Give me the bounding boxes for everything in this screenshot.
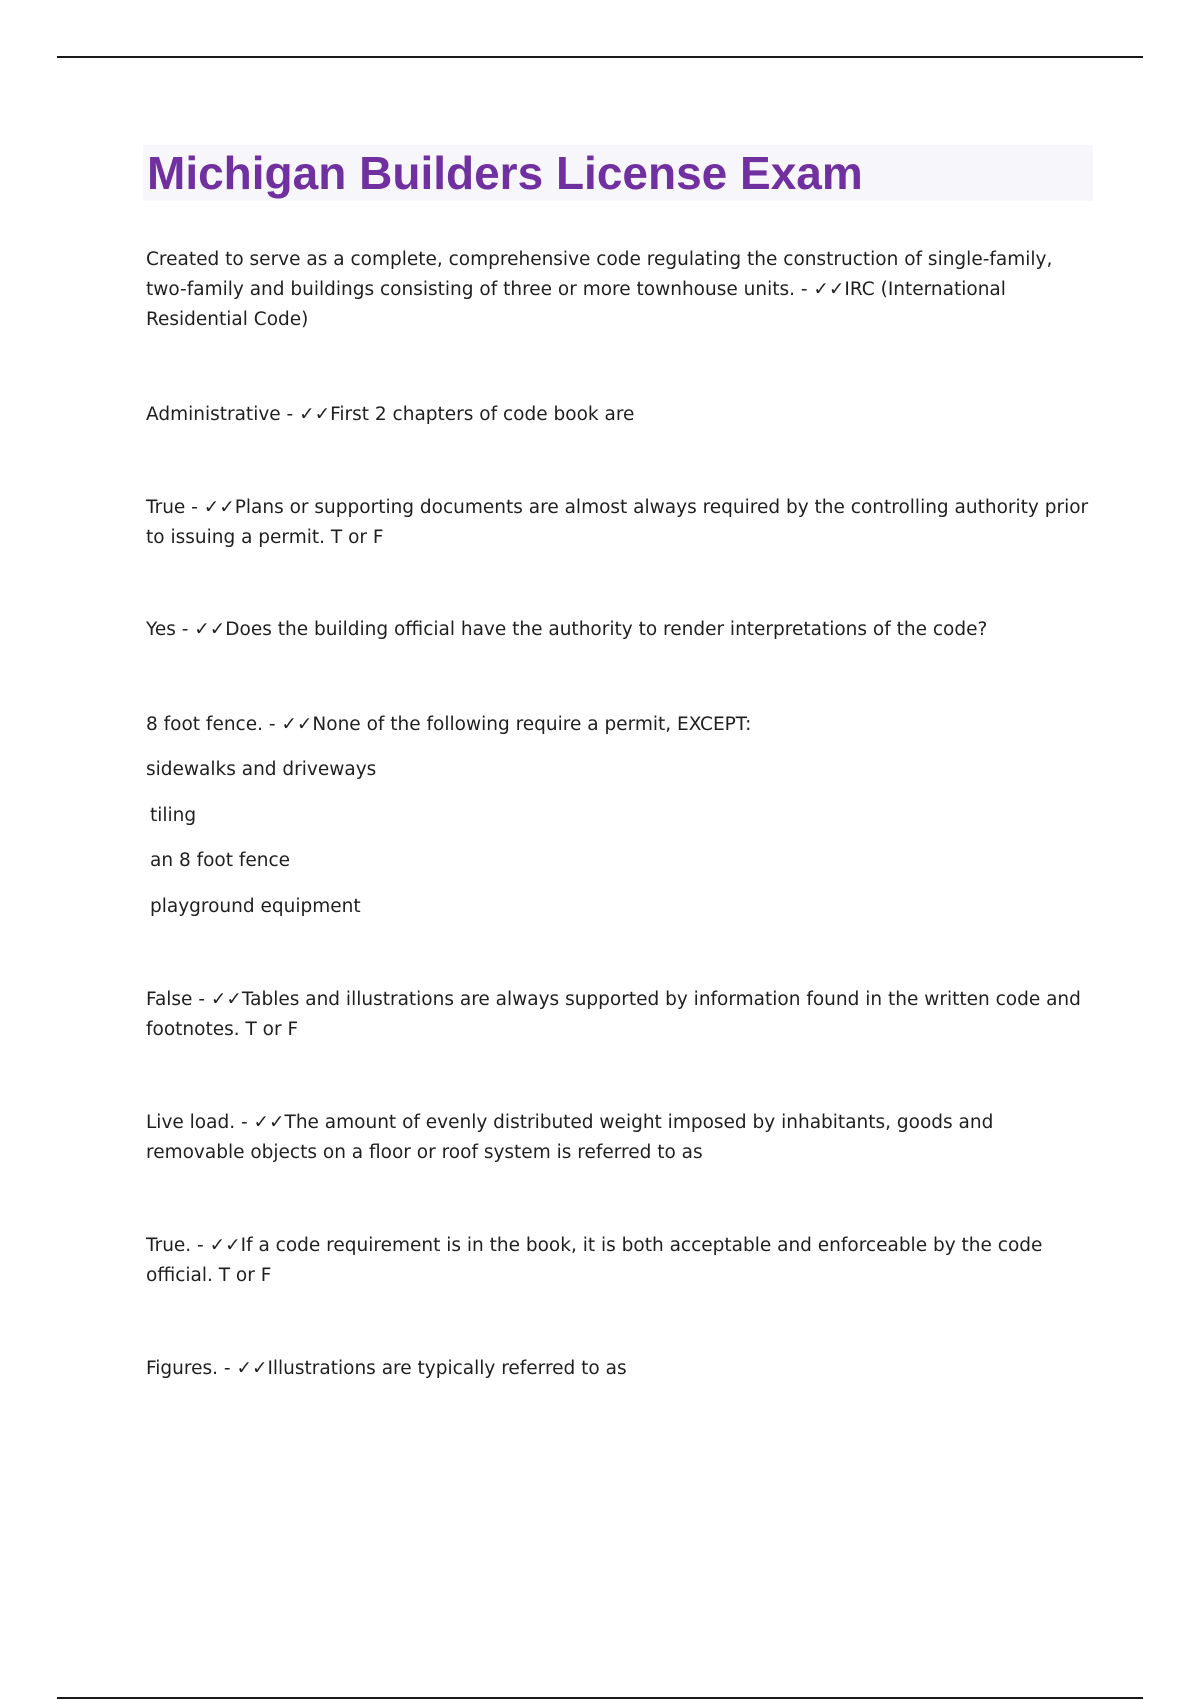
flashcard-2: Administrative - ✓✓First 2 chapters of code book are xyxy=(146,404,635,425)
flashcard-9: Figures. - ✓✓Illustrations are typically referred to as xyxy=(146,1358,627,1379)
option-item: sidewalks and driveways xyxy=(146,759,377,780)
page-title: Michigan Builders License Exam xyxy=(147,147,863,199)
option-item: an 8 foot fence xyxy=(150,850,291,871)
footer-rule xyxy=(57,1697,1143,1699)
flashcard-7: Live load. - ✓✓The amount of evenly distributed weight imposed by inhabitants, goods and removable objects on a floor or roof system is referred to as xyxy=(146,1112,994,1163)
option-item: tiling xyxy=(150,805,197,826)
flashcard-6: False - ✓✓Tables and illustrations are always supported by information found in the written code and footnotes. T or F xyxy=(146,989,1081,1040)
flashcard-5: 8 foot fence. - ✓✓None of the following require a permit, EXCEPT: xyxy=(146,714,752,735)
flashcard-1: Created to serve as a complete, comprehensive code regulating the construction of single-family, two-family and buildings consisting of three or more townhouse units. - ✓✓IRC (International Residential Code) xyxy=(146,249,1053,330)
header-rule xyxy=(57,56,1143,58)
flashcard-4: Yes - ✓✓Does the building official have the authority to render interpretations of the code? xyxy=(146,619,988,640)
option-item: playground equipment xyxy=(150,896,361,917)
flashcard-8: True. - ✓✓If a code requirement is in the book, it is both acceptable and enforceable by the code official. T or F xyxy=(146,1235,1043,1286)
flashcard-3: True - ✓✓Plans or supporting documents are almost always required by the controlling authority prior to issuing a permit. T or F xyxy=(146,497,1089,548)
